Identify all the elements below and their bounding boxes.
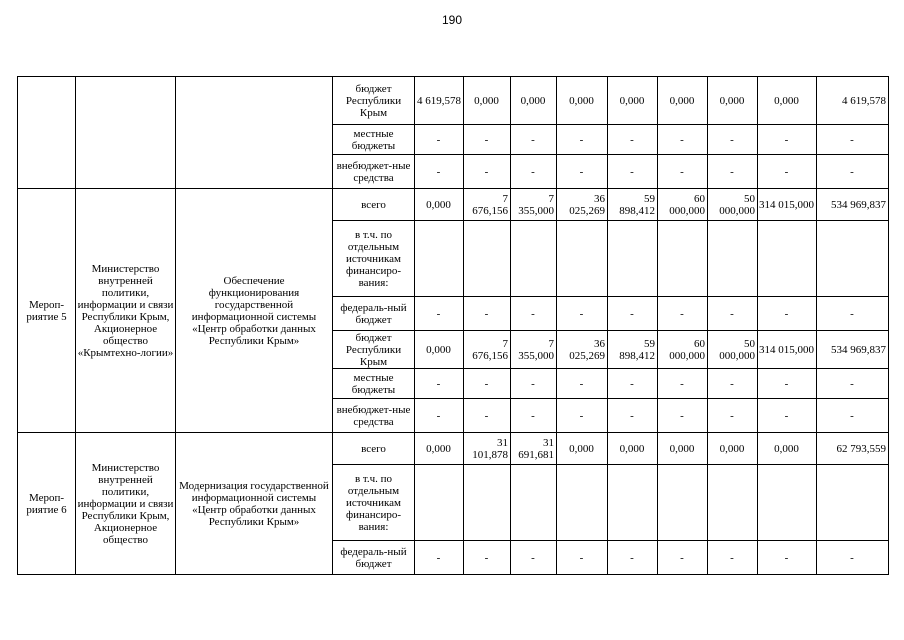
value-cell: - [758, 125, 817, 155]
value-cell: - [817, 125, 889, 155]
value-cell: 7 355,000 [511, 189, 557, 221]
value-cell: - [708, 297, 758, 331]
funding-source-cell: бюджет Республики Крым [333, 77, 415, 125]
value-cell: - [817, 155, 889, 189]
value-cell: - [557, 369, 608, 399]
value-cell: 31 101,878 [464, 433, 511, 465]
page-number: 190 [441, 13, 463, 27]
value-cell: 36 025,269 [557, 331, 608, 369]
value-cell [608, 221, 658, 297]
value-cell: - [608, 369, 658, 399]
value-cell [511, 221, 557, 297]
value-cell: 31 691,681 [511, 433, 557, 465]
table-row [18, 189, 889, 221]
value-cell: 0,000 [415, 189, 464, 221]
value-cell: 534 969,837 [817, 189, 889, 221]
value-cell [817, 465, 889, 541]
value-cell: - [557, 297, 608, 331]
table-row [18, 77, 889, 125]
value-cell: - [511, 125, 557, 155]
value-cell: - [758, 155, 817, 189]
value-cell: - [758, 369, 817, 399]
budget-table [17, 76, 889, 575]
value-cell: - [658, 541, 708, 575]
value-cell: 59 898,412 [608, 189, 658, 221]
value-cell: - [708, 541, 758, 575]
value-cell [608, 465, 658, 541]
value-cell [817, 221, 889, 297]
value-cell [758, 465, 817, 541]
value-cell: - [415, 297, 464, 331]
event-label-cell: Мероп-риятие 6 [18, 433, 76, 575]
funding-source-cell: внебюджет-ные средства [333, 155, 415, 189]
value-cell [557, 465, 608, 541]
value-cell: - [608, 541, 658, 575]
value-cell: 0,000 [511, 77, 557, 125]
value-cell: 0,000 [758, 433, 817, 465]
funding-source-cell: внебюджет-ные средства [333, 399, 415, 433]
value-cell: 50 000,000 [708, 189, 758, 221]
value-cell: - [658, 369, 708, 399]
funding-source-cell: местные бюджеты [333, 369, 415, 399]
value-cell: - [511, 155, 557, 189]
funding-source-cell: всего [333, 189, 415, 221]
value-cell: - [608, 399, 658, 433]
value-cell: 0,000 [557, 433, 608, 465]
value-cell: 36 025,269 [557, 189, 608, 221]
value-cell: - [464, 541, 511, 575]
event-name-cell [176, 77, 333, 189]
value-cell [758, 221, 817, 297]
value-cell: 314 015,000 [758, 189, 817, 221]
value-cell: - [608, 125, 658, 155]
event-label-cell: Мероп-риятие 5 [18, 189, 76, 433]
value-cell: 60 000,000 [658, 189, 708, 221]
funding-source-cell: бюджет Республики Крым [333, 331, 415, 369]
value-cell [708, 465, 758, 541]
value-cell: - [708, 155, 758, 189]
value-cell: - [415, 155, 464, 189]
value-cell: 62 793,559 [817, 433, 889, 465]
funding-source-cell: местные бюджеты [333, 125, 415, 155]
funding-source-cell: в т.ч. по отдельным источникам финансиро-вания: [333, 465, 415, 541]
value-cell: - [758, 541, 817, 575]
value-cell: 0,000 [415, 433, 464, 465]
value-cell: 0,000 [464, 77, 511, 125]
value-cell [658, 465, 708, 541]
value-cell: - [557, 399, 608, 433]
value-cell: - [511, 369, 557, 399]
value-cell: - [557, 125, 608, 155]
value-cell: - [511, 399, 557, 433]
value-cell: 0,000 [708, 77, 758, 125]
event-name-cell: Обеспечение функционирования государственной информационной системы «Центр обработки данных Республики Крым» [176, 189, 333, 433]
value-cell: 0,000 [658, 77, 708, 125]
value-cell: 0,000 [758, 77, 817, 125]
funding-source-cell: в т.ч. по отдельным источникам финансиро-вания: [333, 221, 415, 297]
value-cell: 0,000 [557, 77, 608, 125]
value-cell: - [415, 399, 464, 433]
value-cell [464, 221, 511, 297]
value-cell: 7 676,156 [464, 189, 511, 221]
value-cell: - [817, 541, 889, 575]
value-cell: - [658, 155, 708, 189]
value-cell: - [708, 399, 758, 433]
value-cell [708, 221, 758, 297]
funding-source-cell: всего [333, 433, 415, 465]
value-cell: 0,000 [658, 433, 708, 465]
value-cell [415, 221, 464, 297]
value-cell [511, 465, 557, 541]
value-cell: - [758, 399, 817, 433]
event-label-cell [18, 77, 76, 189]
value-cell: 314 015,000 [758, 331, 817, 369]
value-cell: - [415, 369, 464, 399]
value-cell: - [557, 541, 608, 575]
value-cell: 0,000 [608, 77, 658, 125]
value-cell: 0,000 [415, 331, 464, 369]
value-cell [557, 221, 608, 297]
executor-cell [76, 77, 176, 189]
value-cell: - [415, 541, 464, 575]
value-cell: - [708, 125, 758, 155]
value-cell: - [464, 125, 511, 155]
value-cell: 60 000,000 [658, 331, 708, 369]
value-cell: - [511, 541, 557, 575]
value-cell: - [817, 369, 889, 399]
executor-cell: Министерство внутренней политики, информации и связи Республики Крым, Акционерное общество [76, 433, 176, 575]
funding-source-cell: федераль-ный бюджет [333, 297, 415, 331]
event-name-cell: Модернизация государственной информационной системы «Центр обработки данных Республики Крым» [176, 433, 333, 575]
value-cell: 534 969,837 [817, 331, 889, 369]
value-cell: - [608, 155, 658, 189]
funding-source-cell: федераль-ный бюджет [333, 541, 415, 575]
value-cell: - [557, 155, 608, 189]
value-cell [415, 465, 464, 541]
value-cell: - [464, 155, 511, 189]
value-cell: 59 898,412 [608, 331, 658, 369]
value-cell: 7 676,156 [464, 331, 511, 369]
value-cell: 4 619,578 [817, 77, 889, 125]
value-cell: 4 619,578 [415, 77, 464, 125]
value-cell: - [464, 297, 511, 331]
value-cell: - [758, 297, 817, 331]
value-cell: 0,000 [608, 433, 658, 465]
value-cell: - [817, 399, 889, 433]
value-cell: 50 000,000 [708, 331, 758, 369]
value-cell: - [658, 125, 708, 155]
value-cell: - [415, 125, 464, 155]
value-cell: 0,000 [708, 433, 758, 465]
value-cell: - [708, 369, 758, 399]
value-cell: - [658, 297, 708, 331]
value-cell [464, 465, 511, 541]
executor-cell: Министерство внутренней политики, информации и связи Республики Крым, Акционерное общество «Крымтехно-логии» [76, 189, 176, 433]
value-cell: 7 355,000 [511, 331, 557, 369]
value-cell: - [658, 399, 708, 433]
value-cell: - [464, 369, 511, 399]
value-cell: - [464, 399, 511, 433]
value-cell: - [817, 297, 889, 331]
table-row [18, 433, 889, 465]
value-cell: - [608, 297, 658, 331]
value-cell: - [511, 297, 557, 331]
value-cell [658, 221, 708, 297]
table-body [18, 77, 889, 575]
